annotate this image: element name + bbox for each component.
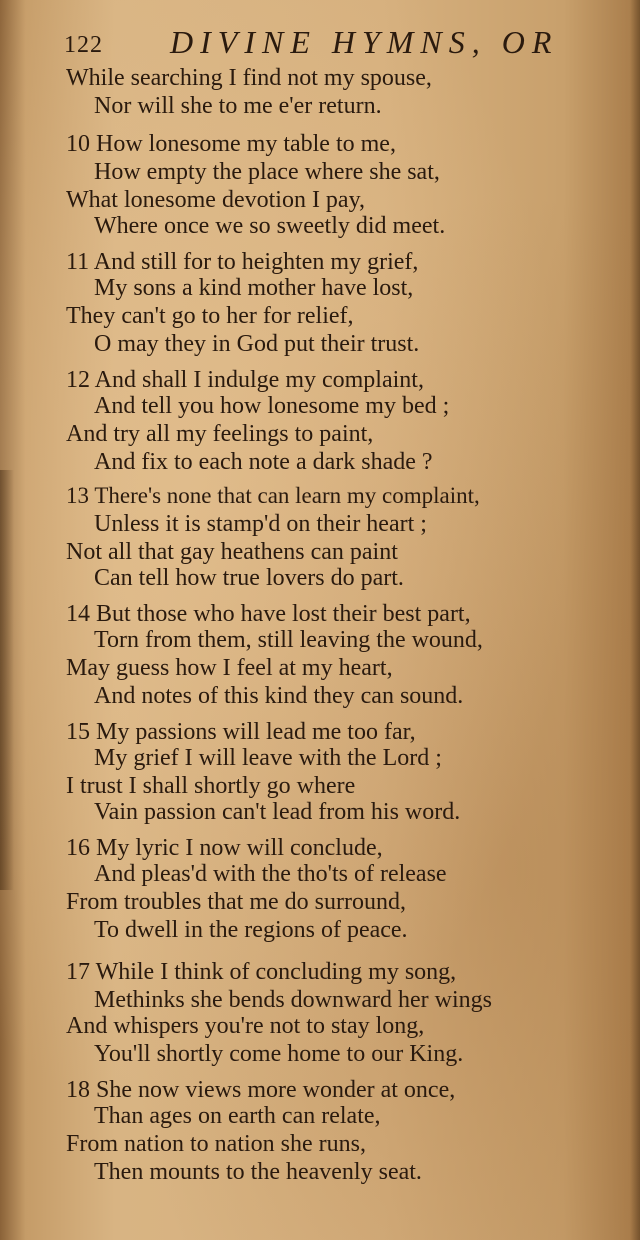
verse-line: 10 How lonesome my table to me, (66, 131, 396, 157)
verse-line: Torn from them, still leaving the wound, (94, 627, 483, 653)
verse-line: My grief I will leave with the Lord ; (94, 745, 442, 771)
verse-line: 14 But those who have lost their best part, (66, 601, 471, 627)
verse-line: While searching I find not my spouse, (66, 65, 432, 91)
verse-line: Then mounts to the heavenly seat. (94, 1159, 422, 1185)
verse-line: And tell you how lonesome my bed ; (94, 393, 450, 419)
verse-line: Than ages on earth can relate, (94, 1103, 381, 1129)
verse-line: And notes of this kind they can sound. (94, 683, 464, 709)
verse-line: Where once we so sweetly did meet. (94, 213, 446, 239)
verse-line: They can't go to her for relief, (66, 303, 354, 329)
verse-line: Methinks she bends downward her wings (94, 987, 492, 1013)
page-header (64, 24, 559, 64)
running-title: DIVINE HYMNS, OR (170, 24, 559, 60)
verse-line: Not all that gay heathens can paint (66, 539, 398, 565)
verse-line: You'll shortly come home to our King. (94, 1041, 464, 1067)
page-gutter-shadow (0, 470, 14, 890)
verse-line: 12 And shall I indulge my complaint, (66, 367, 424, 393)
verse-line: How empty the place where she sat, (94, 159, 440, 185)
verse-line: 18 She now views more wonder at once, (66, 1077, 456, 1103)
verse-line: 16 My lyric I now will conclude, (66, 835, 383, 861)
verse-line: May guess how I feel at my heart, (66, 655, 393, 681)
verse-line: My sons a kind mother have lost, (94, 275, 414, 301)
verse-line: 11 And still for to heighten my grief, (66, 249, 419, 275)
verse-line: To dwell in the regions of peace. (94, 917, 408, 943)
verse-line: And whispers you're not to stay long, (66, 1013, 425, 1039)
verse-line: And fix to each note a dark shade ? (94, 449, 433, 475)
verse-line: From nation to nation she runs, (66, 1131, 366, 1157)
verse-line: 13 There's none that can learn my complaint, (66, 483, 480, 508)
verse-line: What lonesome devotion I pay, (66, 187, 366, 213)
verse-line: 17 While I think of concluding my song, (66, 959, 457, 985)
verse-line: Can tell how true lovers do part. (94, 565, 404, 591)
verse-line: I trust I shall shortly go where (66, 773, 356, 799)
verse-line: 15 My passions will lead me too far, (66, 719, 416, 745)
verse-line: And try all my feelings to paint, (66, 421, 374, 447)
verse-line: Unless it is stamp'd on their heart ; (94, 511, 427, 537)
page-number: 122 (64, 32, 103, 58)
verse-line: O may they in God put their trust. (94, 331, 420, 357)
verse-line: Vain passion can't lead from his word. (94, 799, 461, 825)
verse-line: And pleas'd with the tho'ts of release (94, 861, 447, 887)
page-edge-shadow (630, 0, 640, 1240)
verse-line: Nor will she to me e'er return. (94, 93, 382, 119)
verse-line: From troubles that me do surround, (66, 889, 406, 915)
